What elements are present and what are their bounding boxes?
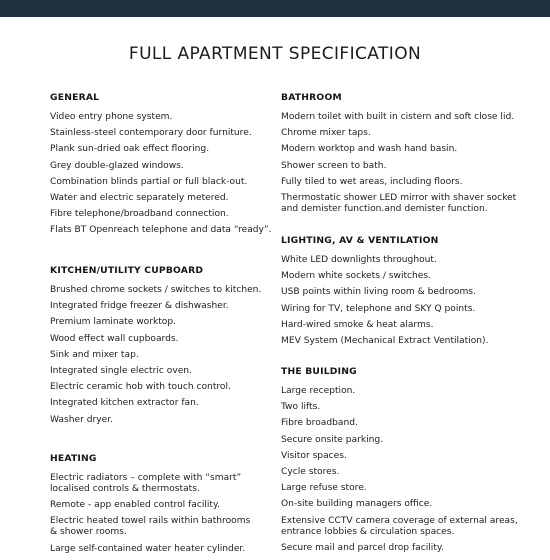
- spec-item: Fully tiled to wet areas, including floors.: [281, 176, 463, 187]
- section-heading: LIGHTING, AV & VENTILATION: [281, 235, 439, 246]
- spec-item: Chrome mixer taps.: [281, 128, 371, 139]
- spec-item: Grey double-glazed windows.: [50, 160, 184, 171]
- section-building: [281, 366, 521, 559]
- spec-item: Washer dryer.: [50, 414, 113, 425]
- spec-list: [281, 386, 521, 554]
- spec-item: Integrated single electric oven.: [50, 365, 192, 376]
- section-heading: THE BUILDING: [281, 366, 357, 377]
- spec-item: Visitor spaces.: [281, 450, 347, 461]
- spec-item: Brushed chrome sockets / switches to kitchen.: [50, 285, 262, 295]
- top-banner: [0, 0, 550, 17]
- section-heading: GENERAL: [50, 92, 100, 103]
- spec-item: Electric heated towel rails within bathrooms & shower rooms.: [50, 516, 251, 538]
- spec-item: Fibre telephone/broadband connection.: [50, 209, 229, 220]
- spec-item: Cycle stores.: [281, 466, 340, 477]
- spec-item: Combination blinds partial or full black-out.: [50, 176, 248, 187]
- section-heading: KITCHEN/UTILITY CUPBOARD: [50, 265, 204, 276]
- spec-item: Wiring for TV, telephone and SKY Q points.: [281, 303, 476, 314]
- spec-item: Secure onsite parking.: [281, 434, 384, 445]
- section-heating: [50, 453, 272, 560]
- spec-item: Water and electric separately metered.: [50, 192, 229, 203]
- spec-item: Premium laminate worktop.: [50, 317, 177, 328]
- spec-item: On-site building managers office.: [281, 499, 433, 510]
- spec-item: Modern white sockets / switches.: [281, 271, 432, 282]
- spec-item: MEV System (Mechanical Extract Ventilation).: [281, 335, 489, 346]
- spec-list: [50, 112, 272, 236]
- section-bathroom: [281, 92, 521, 220]
- spec-item: USB points within living room & bedrooms.: [281, 287, 476, 298]
- section-lighting: [281, 235, 521, 352]
- spec-item: Electric ceramic hob with touch control.: [50, 382, 231, 393]
- spec-item: Secure mail and parcel drop facility.: [281, 542, 444, 553]
- spec-list: [50, 285, 272, 426]
- spec-item: Remote - app enabled control facility.: [50, 500, 220, 511]
- spec-item: Modern worktop and wash hand basin.: [281, 144, 458, 155]
- spec-item: Wood effect wall cupboards.: [50, 333, 179, 344]
- spec-item: Large reception.: [281, 386, 356, 396]
- section-kitchen: [50, 265, 272, 431]
- spec-item: Integrated fridge freezer & dishwasher.: [50, 301, 229, 312]
- spec-item: Modern toilet with built in cistern and soft close lid.: [281, 112, 515, 122]
- spec-item: Integrated kitchen extractor fan.: [50, 398, 199, 409]
- spec-item: Sink and mixer tap.: [50, 349, 139, 360]
- section-general: [50, 92, 272, 242]
- spec-item: Video entry phone system.: [50, 112, 173, 122]
- section-heading: BATHROOM: [281, 92, 342, 103]
- section-heading: HEATING: [50, 453, 97, 464]
- spec-item: White LED downlights throughout.: [281, 255, 437, 265]
- spec-item: Flats BT Openreach telephone and data “ready”.: [50, 225, 272, 236]
- spec-item: Electric radiators – complete with “smart” localised controls & thermostats.: [50, 473, 242, 494]
- spec-item: Large refuse store.: [281, 483, 367, 494]
- spec-item: Thermostatic shower LED mirror with shaver socket and demister function.and demister function.: [281, 192, 517, 214]
- spec-item: Large self-contained water heater cylinder.: [50, 543, 246, 554]
- page-title: FULL APARTMENT SPECIFICATION: [128, 44, 422, 64]
- spec-item: Shower screen to bath.: [281, 160, 387, 171]
- spec-item: Stainless-steel contemporary door furniture.: [50, 128, 252, 139]
- spec-list: [50, 473, 272, 555]
- spec-item: Hard-wired smoke & heat alarms.: [281, 319, 434, 330]
- spec-list: [281, 255, 521, 347]
- spec-item: Plank sun-dried oak effect flooring.: [50, 144, 210, 155]
- spec-item: Extensive CCTV camera coverage of external areas, entrance lobbies & circulation spaces.: [281, 515, 518, 537]
- spec-list: [281, 112, 521, 215]
- spec-item: Two lifts.: [281, 402, 321, 413]
- spec-item: Fibre broadband.: [281, 418, 358, 429]
